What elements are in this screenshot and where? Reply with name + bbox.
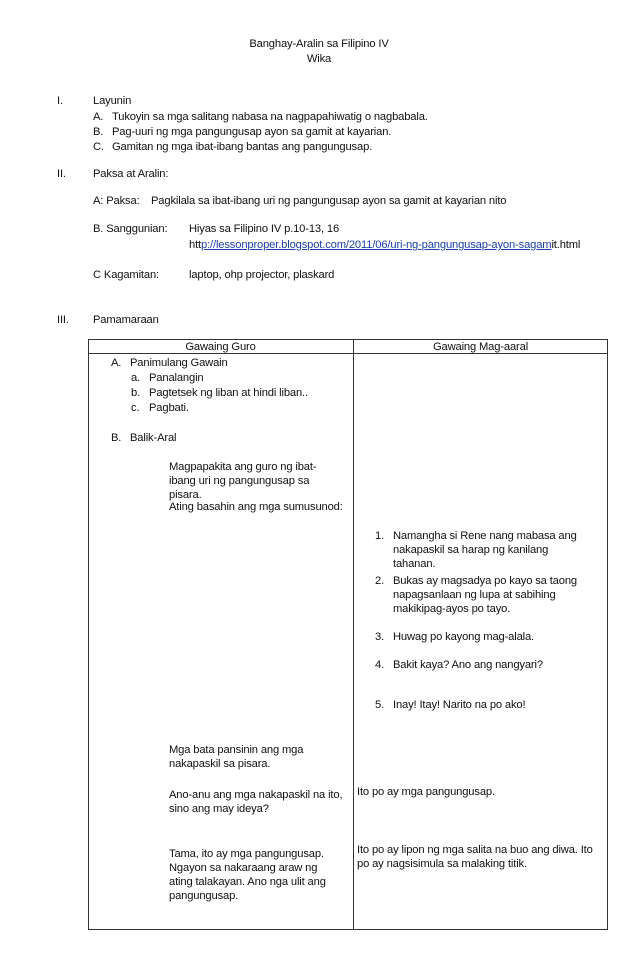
link-suffix: it.html <box>551 239 581 251</box>
sentence-text: Namangha si Rene nang mabasa ang nakapaskil sa harap ng kanilang tahanan. <box>393 530 577 570</box>
step-item-letter: c. <box>131 402 140 414</box>
step-item-text: Panalangin <box>149 372 204 384</box>
link-prefix: htt <box>189 239 201 251</box>
guro-paragraph: Ating basahin ang mga sumusunod: <box>169 501 343 513</box>
document-subtitle: Wika <box>306 53 332 65</box>
sentence-number: 1. <box>375 530 385 542</box>
step-a-letter: A. <box>111 357 122 369</box>
sentence-number: 5. <box>375 699 385 711</box>
kagamitan-value: laptop, ohp projector, plaskard <box>189 269 335 281</box>
step-b-letter: B. <box>111 432 122 444</box>
objective-letter: C. <box>93 141 104 153</box>
section-ii-number: II. <box>57 168 66 180</box>
step-a-heading: Panimulang Gawain <box>130 357 228 369</box>
section-iii-number: III. <box>57 314 69 326</box>
step-item-text: Pagbati. <box>149 402 189 414</box>
sentence-text: Huwag po kayong mag-alala. <box>393 631 535 643</box>
sanggunian-value: Hiyas sa Filipino IV p.10-13, 16 <box>189 223 340 235</box>
guro-paragraph: Tama, ito ay mga pangungusap. Ngayon sa nakaraang araw ng ating talakayan. Ano nga ulit ang pangungusap. <box>169 848 326 902</box>
kagamitan-label: C Kagamitan: <box>93 269 159 281</box>
column-header-guro: Gawaing Guro <box>185 341 256 353</box>
section-i-heading: Layunin <box>93 95 132 107</box>
sentence-number: 2. <box>375 575 385 587</box>
section-i-number: I. <box>57 95 63 107</box>
sentence-text: Bakit kaya? Ano ang nangyari? <box>393 659 543 671</box>
step-item-letter: b. <box>131 387 141 399</box>
guro-paragraph: Magpapakita ang guro ng ibat-ibang uri ng pangungusap sa pisara. <box>169 461 317 501</box>
objective-text: Gamitan ng mga ibat-ibang bantas ang pangungusap. <box>112 141 373 153</box>
sentence-number: 4. <box>375 659 385 671</box>
guro-paragraph: Ano-anu ang mga nakapaskil na ito, sino ang may ideya? <box>169 789 343 815</box>
student-response: Ito po ay lipon ng mga salita na buo ang diwa. Ito po ay nagsisimula sa malaking titik. <box>357 844 593 870</box>
document-title: Banghay-Aralin sa Filipino IV <box>249 38 389 50</box>
reference-link[interactable] <box>189 238 580 252</box>
section-iii-heading: Pamamaraan <box>93 314 159 326</box>
sanggunian-label: B. Sanggunian: <box>93 223 168 235</box>
table-column-divider <box>353 339 354 930</box>
student-response: Ito po ay mga pangungusap. <box>357 786 495 798</box>
step-item-letter: a. <box>131 372 141 384</box>
sentence-number: 3. <box>375 631 385 643</box>
step-item-text: Pagtetsek ng liban at hindi liban.. <box>149 387 308 399</box>
section-ii-heading: Paksa at Aralin: <box>93 168 169 180</box>
column-header-magaaral: Gawaing Mag-aaral <box>432 341 529 353</box>
objective-letter: B. <box>93 126 104 138</box>
sentence-text: Inay! Itay! Narito na po ako! <box>393 699 526 711</box>
objective-letter: A. <box>93 111 104 123</box>
paksa-label: A: Paksa: <box>93 195 140 207</box>
step-b-heading: Balik-Aral <box>130 432 177 444</box>
objective-text: Tukoyin sa mga salitang nabasa na nagpapahiwatig o nagbabala. <box>112 111 428 123</box>
guro-paragraph: Mga bata pansinin ang mga nakapaskil sa pisara. <box>169 744 304 770</box>
objective-text: Pag-uuri ng mga pangungusap ayon sa gamit at kayarian. <box>112 126 392 138</box>
link-url[interactable]: p://lessonproper.blogspot.com/2011/06/uri-ng-pangungusap-ayon-sagam <box>201 239 552 251</box>
sentence-text: Bukas ay magsadya po kayo sa taong napagsanlaan ng lupa at sabihing makikipag-ayos po tayo. <box>393 575 577 615</box>
paksa-value: Pagkilala sa ibat-ibang uri ng pangungusap ayon sa gamit at kayarian nito <box>151 195 507 207</box>
